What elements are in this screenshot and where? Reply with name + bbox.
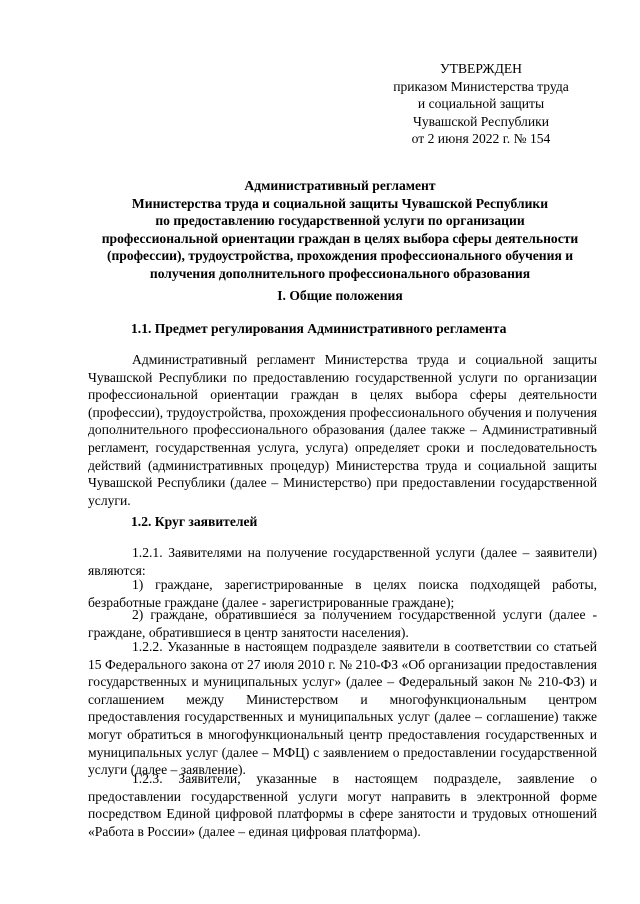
subsection-heading-subject: 1.1. Предмет регулирования Административного регламента <box>131 321 507 336</box>
paragraph-1-2-2: 1.2.2. Указанные в настоящем подразделе заявители в соответствии со статьей 15 Федерального закона от 27 июля 2010 г. № 210-ФЗ «Об организации предоставления государственных и муниципальных услуг» (далее – Федеральный закон № 210-ФЗ) и соглашением между Министерством и многофункциональным центром предоставления государственных и муниципальных услуг (далее – соглашение) также могут обратиться в многофункциональный центр предоставления государственных и муниципальных услуг (далее – МФЦ) с заявлением о предоставлении государственной услуги (далее – заявление). <box>88 639 597 778</box>
title-line-4: профессиональной ориентации граждан в целях выбора сферы деятельности <box>101 230 579 246</box>
approval-line-1: УТВЕРЖДЕН <box>440 61 522 76</box>
approval-line-5: от 2 июня 2022 г. № 154 <box>411 131 551 147</box>
title-line-3: по предоставлению государственной услуги по организации <box>155 213 525 229</box>
subsection-heading-applicants: 1.2. Круг заявителей <box>131 514 258 529</box>
paragraph-subject: Административный регламент Министерства труда и социальной защиты Чувашской Республики по предоставлению государственной услуги по организации профессиональной ориентации граждан в целях выбора сферы деятельности (профессии), трудоустройства, прохождения профессионального обучения и получения дополнительного профессионального образования (далее также – Административный регламент, государственная услуга, услуга) определяет сроки и последовательность действий (административных процедур) Министерства труда и социальной защиты Чувашской Республики (далее – Министерство) при предоставлении государственной услуги. <box>88 352 597 508</box>
approval-line-3: и социальной защиты <box>417 96 545 112</box>
title-line-1: Административный регламент <box>244 178 436 193</box>
approval-line-4: Чувашской Республики <box>413 113 549 129</box>
section-heading-general: I. Общие положения <box>277 288 403 303</box>
document-title <box>88 177 592 283</box>
approval-stamp <box>376 60 586 148</box>
title-line-5: (профессии), трудоустройства, прохождения профессионального обучения и <box>106 248 574 264</box>
title-line-6: получения дополнительного профессионального образования <box>149 265 531 281</box>
paragraph-1-2-1: 1.2.1. Заявителями на получение государственной услуги (далее – заявители) являются: <box>88 545 597 578</box>
paragraph-1-2-1-item-1: 1) граждане, зарегистрированные в целях поиска подходящей работы, безработные граждане (далее - зарегистрированные граждане); <box>88 577 597 610</box>
title-line-2: Министерства труда и социальной защиты Чувашской Республики <box>131 195 549 211</box>
paragraph-1-2-1-item-2: 2) граждане, обратившиеся за получением государственной услуги (далее - граждане, обратившиеся в центр занятости населения). <box>88 607 597 640</box>
paragraph-1-2-3: 1.2.3. Заявители, указанные в настоящем подразделе, заявление о предоставлении государственной услуги могут направить в электронной форме посредством Единой цифровой платформы в сфере занятости и трудовых отношений «Работа в России» (далее – единая цифровая платформа). <box>88 771 597 839</box>
approval-line-2: приказом Министерства труда <box>393 78 569 94</box>
